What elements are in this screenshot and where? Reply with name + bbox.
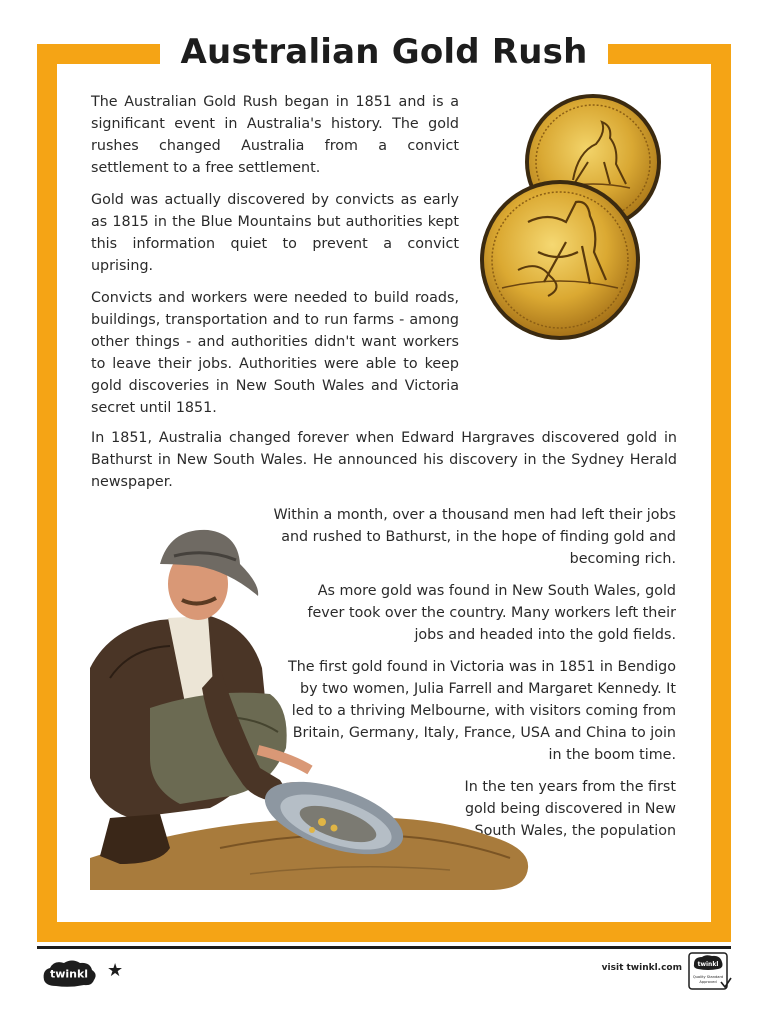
logo-text: twinkl — [49, 967, 89, 981]
paragraph-within-a-month: Within a month, over a thousand men had left their jobs and rushed to Bathurst, in the hope of finding gold and becoming rich. — [273, 507, 676, 567]
title-box — [160, 24, 608, 80]
paragraph-workers: Convicts and workers were needed to build roads, buildings, transportation and to run farms - among other things - and authorities didn't want workers to leave their jobs. Authorities were able to keep gold discoveries in New South Wales and Victoria secret until 1851. — [91, 290, 459, 416]
paragraph-victoria: The first gold found in Victoria was in 1851 in Bendigo by two women, Julia Farrell and Margaret Kennedy. It led to a thriving Melbourne, with visitors coming from Britain, Germany, Italy, France, USA and China to join in the boom time. — [287, 659, 676, 763]
paragraph-gold-fever: As more gold was found in New South Wales, gold fever took over the country. Many workers left their jobs and headed into the gold fields. — [307, 583, 676, 643]
paragraph-intro: The Australian Gold Rush began in 1851 and is a significant event in Australia's history. The gold rushes changed Australia from a convict settlement to a free settlement. — [91, 94, 459, 176]
page-title: Australian Gold Rush — [180, 32, 588, 72]
paragraph-convicts-1815: Gold was actually discovered by convicts as early as 1815 in the Blue Mountains but authorities kept this information quiet to prevent a convict uprising. — [91, 192, 459, 274]
gold-coins-illustration — [478, 92, 678, 342]
visit-link[interactable]: visit twinkl.com — [601, 963, 682, 973]
paragraph-population: In the ten years from the first gold being discovered in New South Wales, the population — [464, 779, 676, 839]
coin-front — [480, 180, 640, 340]
badge-logo-text: twinkl — [697, 961, 719, 968]
miner-panning-illustration — [90, 518, 530, 896]
paragraph-hargraves: In 1851, Australia changed forever when Edward Hargraves discovered gold in Bathurst in New South Wales. He announced his discovery in the Sydney Herald newspaper. — [91, 430, 677, 490]
twinkl-logo[interactable] — [40, 958, 98, 988]
quality-standard-badge-icon — [688, 952, 732, 992]
star-icon: ★ — [107, 960, 124, 981]
footer-divider — [37, 946, 731, 949]
badge-line-2: Approved — [699, 980, 717, 984]
badge-line-1: Quality Standard — [692, 975, 724, 979]
